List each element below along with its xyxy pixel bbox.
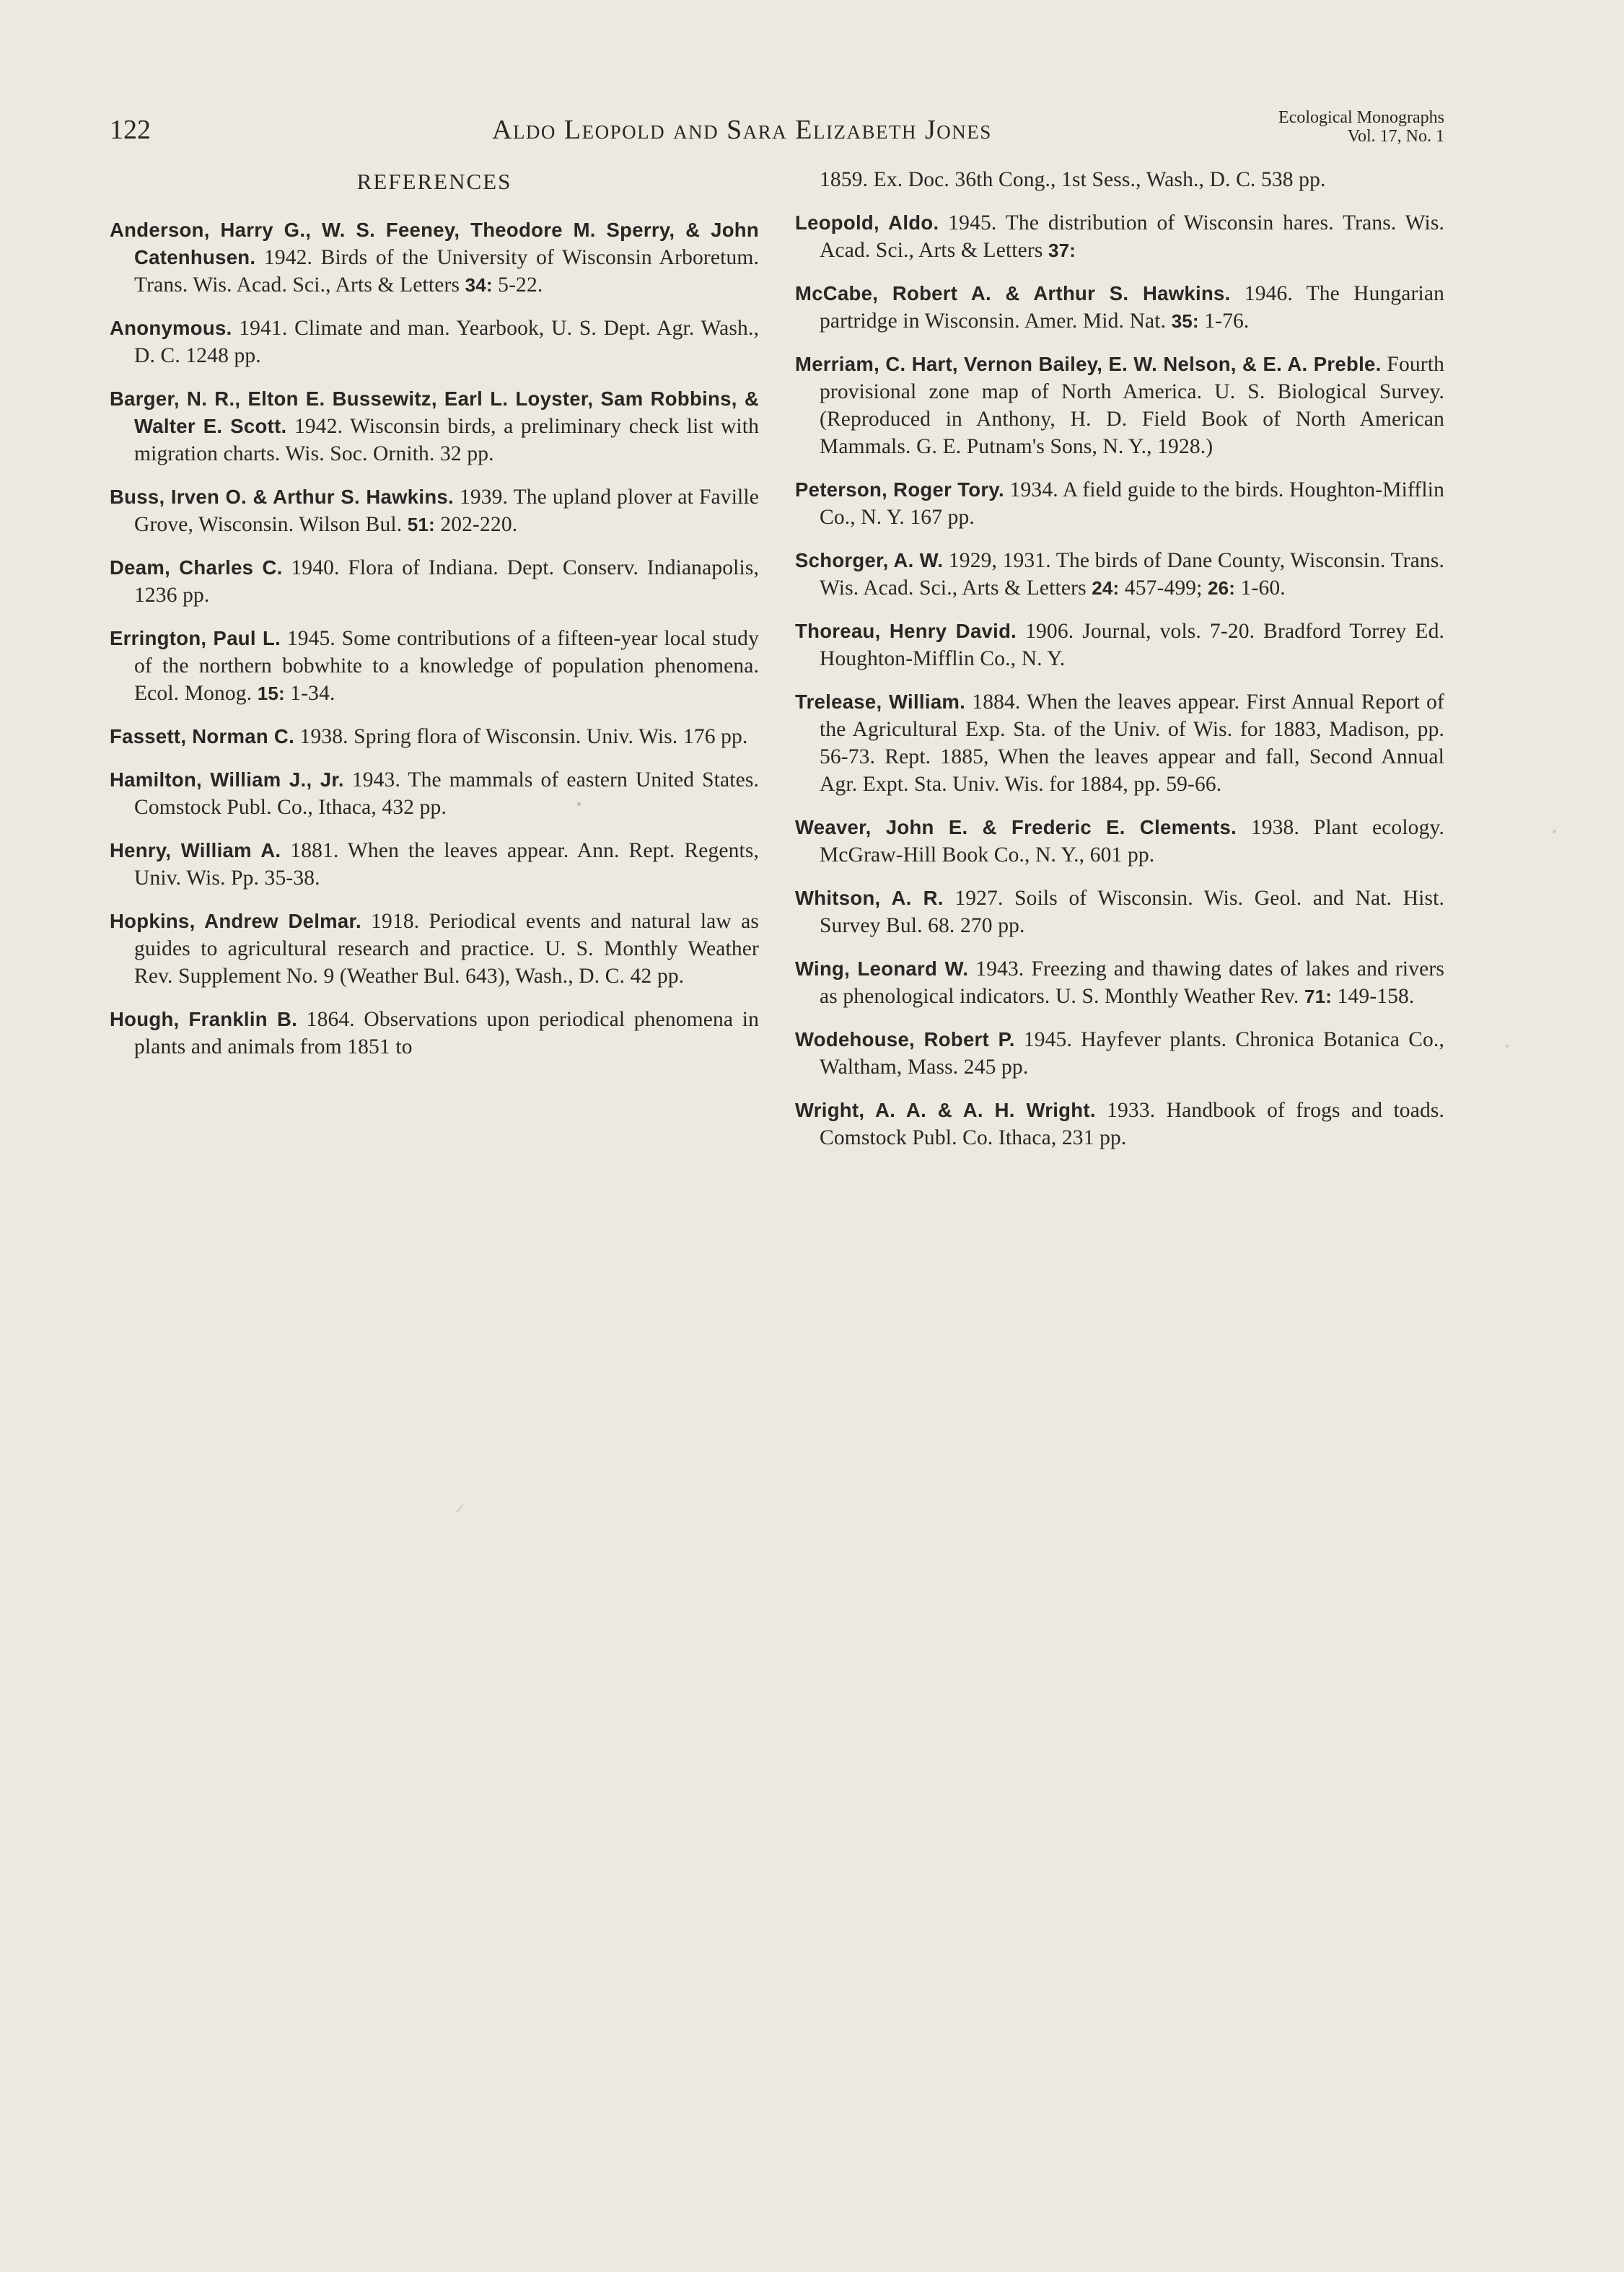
reference-entry [110, 315, 759, 369]
reference-text: 1942. Wisconsin birds, a preliminary check list with migration charts. Wis. Soc. Ornith. 32 pp. [134, 415, 759, 465]
reference-entry [110, 483, 759, 538]
left-column [110, 166, 759, 1076]
reference-author: Anderson, Harry G., W. S. Feeney, Theodore M. Sperry, & John Catenhusen. [110, 219, 759, 268]
journal-volume: Vol. 17, No. 1 [1347, 127, 1444, 146]
reference-text: 1941. Climate and man. Yearbook, U. S. Dept. Agr. Wash., D. C. 1248 pp. [134, 317, 759, 367]
reference-author: Hamilton, William J., Jr. [110, 768, 344, 791]
scan-speck [456, 1504, 464, 1513]
reference-entry [795, 476, 1444, 531]
reference-author: Leopold, Aldo. [795, 211, 939, 234]
running-title: Aldo Leopold and Sara Elizabeth Jones [492, 115, 992, 145]
reference-entry [110, 216, 759, 299]
reference-pages: 457-499; [1119, 576, 1208, 600]
reference-volume: 51: [407, 514, 435, 535]
reference-pages: 5-22. [492, 273, 543, 297]
reference-pages: 1-76. [1198, 310, 1250, 333]
reference-text: 1934. A field guide to the birds. Houghton-Mifflin Co., N. Y. 167 pp. [820, 478, 1444, 529]
journal-name: Ecological Monographs [1278, 108, 1444, 127]
reference-author: McCabe, Robert A. & Arthur S. Hawkins. [795, 282, 1231, 304]
reference-entry [110, 1006, 759, 1061]
reference-author: Whitson, A. R. [795, 887, 944, 909]
reference-entry [110, 723, 759, 750]
scan-speck [1553, 830, 1556, 833]
reference-text: 1884. When the leaves appear. First Annual Report of the Agricultural Exp. Sta. of the Univ. of Wis. for 1883, Madison, pp. 56-73. Rept. 1885, When the leaves appear and fall, Second Annual Agr. Expt. Sta. Univ. Wis. for 1884, pp. 59-66. [820, 690, 1444, 796]
reference-entry [110, 837, 759, 892]
reference-text: 1945. Hayfever plants. Chronica Botanica Co., Waltham, Mass. 245 pp. [820, 1028, 1444, 1079]
reference-volume: 15: [257, 683, 285, 704]
section-title: REFERENCES [356, 169, 512, 194]
reference-text: 1864. Observations upon periodical phenomena in plants and animals from 1851 to [134, 1008, 760, 1058]
reference-text: 1906. Journal, vols. 7-20. Bradford Torrey Ed. Houghton-Mifflin Co., N. Y. [820, 620, 1444, 670]
reference-entry [795, 351, 1444, 460]
right-column [795, 166, 1444, 1167]
reference-entry [795, 280, 1444, 335]
reference-volume: 26: [1208, 577, 1236, 599]
reference-entry [110, 385, 759, 468]
reference-volume: 35: [1171, 310, 1199, 332]
reference-entry [795, 547, 1444, 602]
reference-volume: 71: [1304, 986, 1332, 1007]
scan-speck [577, 802, 581, 806]
reference-pages: 202-220. [434, 513, 518, 536]
reference-author: Merriam, C. Hart, Vernon Bailey, E. W. Nelson, & E. A. Preble. [795, 353, 1382, 375]
reference-text: 1938. Plant ecology. McGraw-Hill Book Co., N. Y., 601 pp. [820, 816, 1444, 867]
reference-entry [795, 1097, 1444, 1152]
reference-text: 1946. The Hungarian partridge in Wisconsin. Amer. Mid. Nat. [820, 282, 1444, 333]
reference-entry [795, 1026, 1444, 1081]
reference-author: Fassett, Norman C. [110, 725, 295, 747]
reference-text: 1939. The upland plover at Faville Grove, Wisconsin. Wilson Bul. [134, 486, 759, 536]
reference-text: 1938. Spring flora of Wisconsin. Univ. Wis. 176 pp. [294, 725, 748, 748]
reference-author: Buss, Irven O. & Arthur S. Hawkins. [110, 486, 454, 508]
reference-entry [110, 766, 759, 821]
reference-author: Deam, Charles C. [110, 556, 283, 579]
reference-author: Wright, A. A. & A. H. Wright. [795, 1099, 1096, 1121]
reference-text: 1927. Soils of Wisconsin. Wis. Geol. and Nat. Hist. Survey Bul. 68. 270 pp. [820, 887, 1444, 937]
reference-text: 1943. Freezing and thawing dates of lakes and rivers as phenological indicators. U. S. Monthly Weather Rev. [820, 957, 1444, 1008]
reference-entry [795, 209, 1444, 264]
reference-text: 1933. Handbook of frogs and toads. Comstock Publ. Co. Ithaca, 231 pp. [820, 1099, 1445, 1149]
reference-author: Weaver, John E. & Frederic E. Clements. [795, 816, 1237, 838]
reference-text: 1929, 1931. The birds of Dane County, Wisconsin. Trans. Wis. Acad. Sci., Arts & Letters [820, 549, 1444, 600]
reference-volume: 37: [1048, 240, 1076, 261]
reference-text: Fourth provisional zone map of North America. U. S. Biological Survey. (Reproduced in Anthony, H. D. Field Book of North American Mammals. G. E. Putnam's Sons, N. Y., 1928.) [820, 353, 1444, 458]
reference-text: 1943. The mammals of eastern United States. Comstock Publ. Co., Ithaca, 432 pp. [134, 768, 760, 819]
scan-speck [1506, 1045, 1509, 1048]
reference-author: Barger, N. R., Elton E. Bussewitz, Earl L. Loyster, Sam Robbins, & Walter E. Scott. [110, 387, 759, 437]
reference-pages: 149-158. [1332, 985, 1415, 1008]
reference-entry [110, 625, 759, 707]
reference-pages: 1-60. [1235, 576, 1286, 600]
reference-text: 1945. The distribution of Wisconsin hares. Trans. Wis. Acad. Sci., Arts & Letters [820, 211, 1444, 262]
reference-continuation: 1859. Ex. Doc. 36th Cong., 1st Sess., Wash., D. C. 538 pp. [820, 168, 1326, 191]
reference-list-right [795, 209, 1444, 1152]
reference-volume: 24: [1092, 577, 1120, 599]
reference-author: Schorger, A. W. [795, 549, 944, 571]
reference-author: Hough, Franklin B. [110, 1008, 298, 1030]
page-header [110, 108, 1444, 173]
reference-volume: 34: [465, 274, 493, 296]
reference-text: 1918. Periodical events and natural law as guides to agricultural research and practice. U. S. Monthly Weather Rev. Supplement No. 9 (Weather Bul. 643), Wash., D. C. 42 pp. [134, 910, 759, 988]
reference-list-left [110, 216, 759, 1061]
reference-author: Wodehouse, Robert P. [795, 1028, 1015, 1051]
reference-author: Henry, William A. [110, 839, 281, 861]
reference-entry [110, 908, 759, 990]
reference-author: Thoreau, Henry David. [795, 620, 1017, 642]
reference-author: Errington, Paul L. [110, 627, 281, 649]
reference-author: Wing, Leonard W. [795, 957, 969, 980]
reference-entry [795, 814, 1444, 869]
reference-entry [795, 688, 1444, 798]
reference-pages: 1-34. [284, 682, 335, 705]
reference-author: Anonymous. [110, 317, 232, 339]
reference-entry [795, 885, 1444, 939]
reference-text: 1945. Some contributions of a fifteen-year local study of the northern bobwhite to a knowledge of population phenomena. Ecol. Monog. [134, 627, 759, 705]
reference-entry [110, 554, 759, 609]
reference-author: Peterson, Roger Tory. [795, 478, 1004, 501]
reference-text: 1881. When the leaves appear. Ann. Rept. Regents, Univ. Wis. Pp. 35-38. [134, 839, 759, 890]
reference-text: 1942. Birds of the University of Wisconsin Arboretum. Trans. Wis. Acad. Sci., Arts & Letters [134, 246, 759, 297]
journal-info [1278, 108, 1444, 146]
reference-author: Hopkins, Andrew Delmar. [110, 910, 361, 932]
reference-author: Trelease, William. [795, 690, 966, 713]
page-number: 122 [110, 115, 151, 145]
reference-entry [795, 955, 1444, 1010]
reference-entry [795, 618, 1444, 672]
reference-text: 1940. Flora of Indiana. Dept. Conserv. Indianapolis, 1236 pp. [134, 556, 759, 607]
